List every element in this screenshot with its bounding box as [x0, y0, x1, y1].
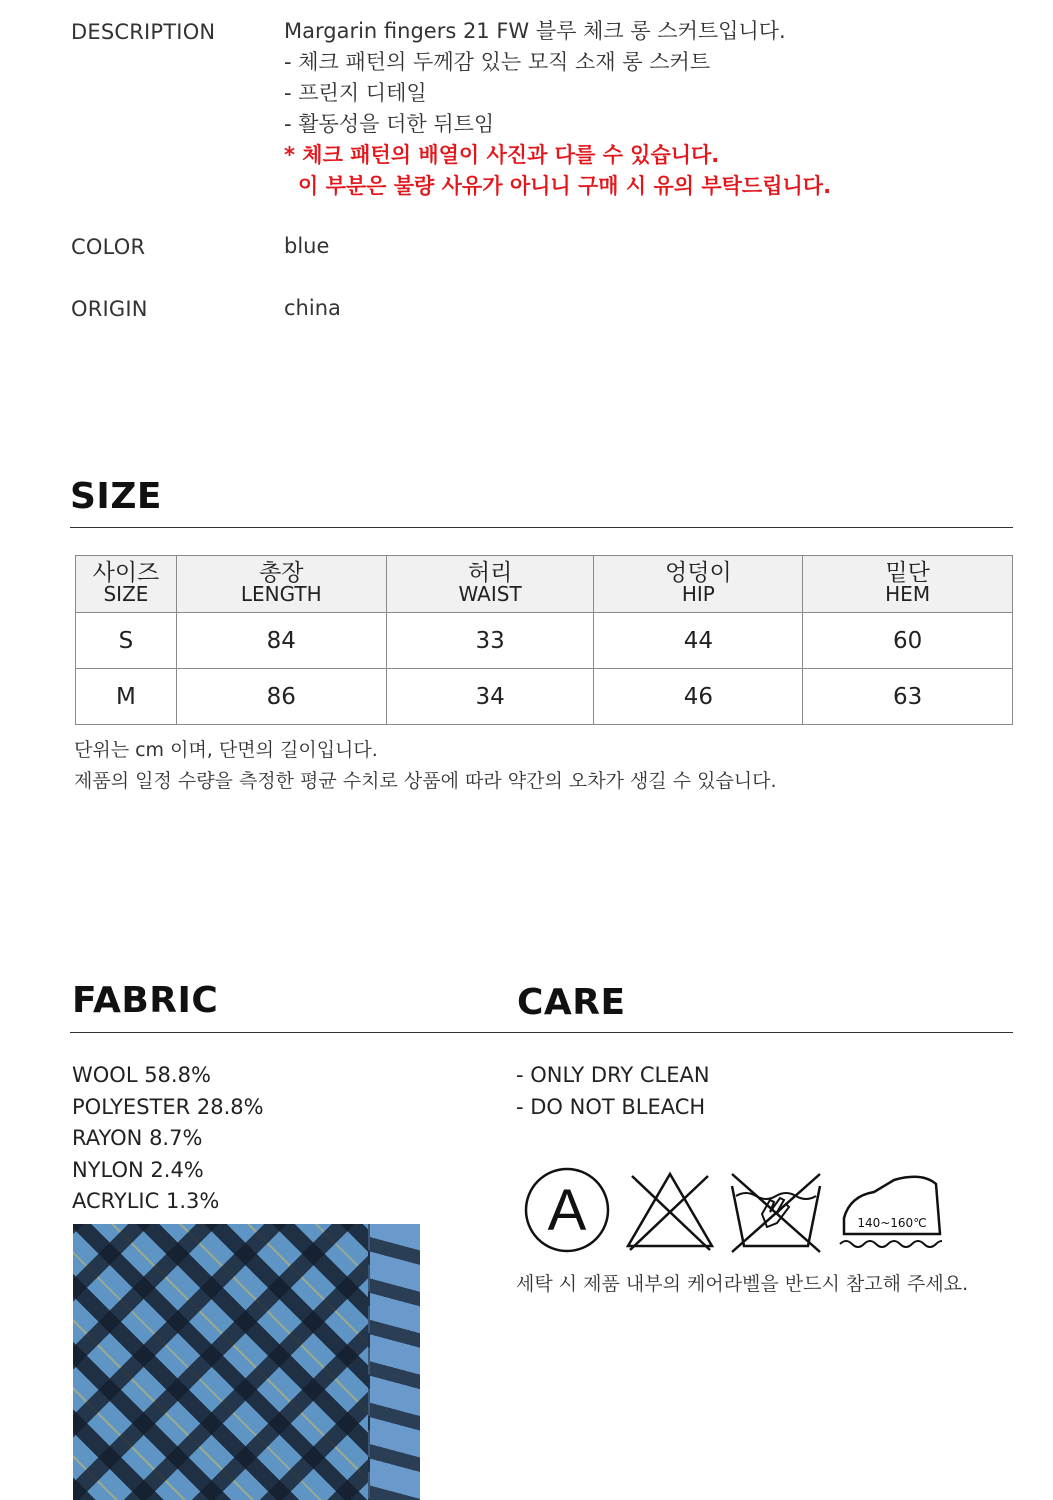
size-col-header: 사이즈 SIZE — [76, 556, 177, 613]
size-notes — [74, 735, 777, 797]
size-table — [75, 555, 1013, 725]
fabric-item: WOOL 58.8% — [72, 1063, 211, 1087]
fabric-list — [72, 1060, 264, 1218]
description-line: - 프린지 디테일 — [284, 81, 427, 105]
size-table-header — [76, 556, 1013, 613]
table-row — [76, 669, 1013, 725]
fabric-divider — [70, 1032, 516, 1033]
svg-text:140~160℃: 140~160℃ — [857, 1216, 927, 1230]
svg-text:A: A — [547, 1178, 587, 1243]
hip-col-header: 엉덩이 HIP — [594, 556, 803, 613]
care-item: - DO NOT BLEACH — [516, 1095, 706, 1119]
table-row — [76, 613, 1013, 669]
fabric-item: POLYESTER 28.8% — [72, 1094, 264, 1119]
origin-value: china — [284, 296, 341, 320]
fabric-item: ACRYLIC 1.3% — [72, 1189, 220, 1213]
table-cell: 44 — [594, 613, 803, 669]
size-note: 단위는 cm 이며, 단면의 길이입니다. — [74, 739, 378, 761]
table-cell: 63 — [803, 669, 1013, 725]
care-symbols — [522, 1166, 942, 1256]
hem-col-header: 밑단 HEM — [803, 556, 1013, 613]
length-col-header: 총장 LENGTH — [176, 556, 386, 613]
description-line: Margarin fingers 21 FW 블루 체크 롱 스커트입니다. — [284, 19, 786, 43]
care-label-note: 세탁 시 제품 내부의 케어라벨을 반드시 참고해 주세요. — [516, 1273, 969, 1295]
care-divider — [516, 1032, 1013, 1033]
description-label: DESCRIPTION — [71, 20, 216, 44]
size-divider — [70, 527, 1013, 528]
table-cell: 34 — [386, 669, 594, 725]
origin-label: ORIGIN — [71, 297, 148, 321]
fabric-swatch-fold — [368, 1224, 420, 1500]
care-heading: CARE — [517, 982, 626, 1023]
table-cell: S — [76, 613, 177, 669]
iron-icon — [840, 1177, 942, 1247]
dry-clean-a-icon — [526, 1169, 608, 1251]
warning-line: * 체크 패턴의 배열이 사진과 다를 수 있습니다. — [284, 143, 720, 167]
care-item: - ONLY DRY CLEAN — [516, 1063, 710, 1087]
description-line: - 활동성을 더한 뒤트임 — [284, 112, 495, 136]
table-cell: 46 — [594, 669, 803, 725]
waist-col-header: 허리 WAIST — [386, 556, 594, 613]
care-list — [516, 1059, 710, 1123]
table-cell: 84 — [176, 613, 386, 669]
fabric-item: NYLON 2.4% — [72, 1157, 204, 1182]
table-cell: M — [76, 669, 177, 725]
table-cell: 86 — [176, 669, 386, 725]
description-line: - 체크 패턴의 두께감 있는 모직 소재 롱 스커트 — [284, 50, 711, 74]
size-heading: SIZE — [70, 476, 163, 517]
warning-line: 이 부분은 불량 사유가 아니니 구매 시 유의 부탁드립니다. — [298, 174, 832, 198]
fabric-heading: FABRIC — [72, 980, 219, 1021]
table-cell: 33 — [386, 613, 594, 669]
table-cell: 60 — [803, 613, 1013, 669]
color-value: blue — [284, 234, 330, 258]
fabric-swatch-image — [73, 1224, 418, 1500]
size-note: 제품의 일정 수량을 측정한 평균 수치로 상품에 따라 약간의 오차가 생길 수 있습니다. — [74, 770, 777, 792]
no-bleach-icon — [628, 1174, 712, 1250]
fabric-item: RAYON 8.7% — [72, 1126, 203, 1150]
no-hand-wash-icon — [732, 1174, 820, 1252]
color-label: COLOR — [71, 235, 146, 259]
description-text — [284, 16, 831, 202]
